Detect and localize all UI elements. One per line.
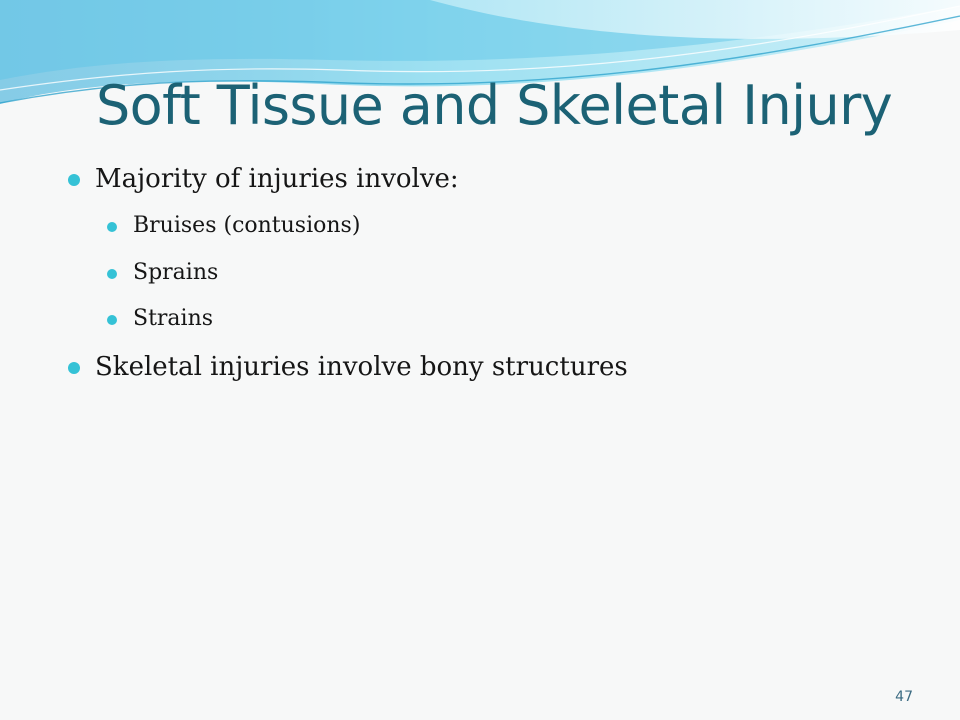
bullet-text: Sprains <box>133 260 219 285</box>
bullet-text: Bruises (contusions) <box>133 213 361 238</box>
bullet-item <box>95 352 628 382</box>
bullet-dot-icon <box>68 362 80 374</box>
sub-bullet-item <box>133 260 218 286</box>
page-number: 47 <box>895 689 913 705</box>
bullet-dot-icon <box>107 315 117 325</box>
bullet-text: Majority of injuries involve: <box>95 164 459 194</box>
bullet-dot-icon <box>107 222 117 232</box>
sub-bullet-item <box>133 306 213 332</box>
bullet-item <box>95 164 459 194</box>
bullet-text: Strains <box>133 306 214 331</box>
sub-bullet-item <box>133 213 360 239</box>
bullet-text: Skeletal injuries involve bony structures <box>95 352 628 382</box>
bullet-dot-icon <box>107 269 117 279</box>
bullet-dot-icon <box>68 174 80 186</box>
slide-title: Soft Tissue and Skeletal Injury <box>96 74 893 137</box>
